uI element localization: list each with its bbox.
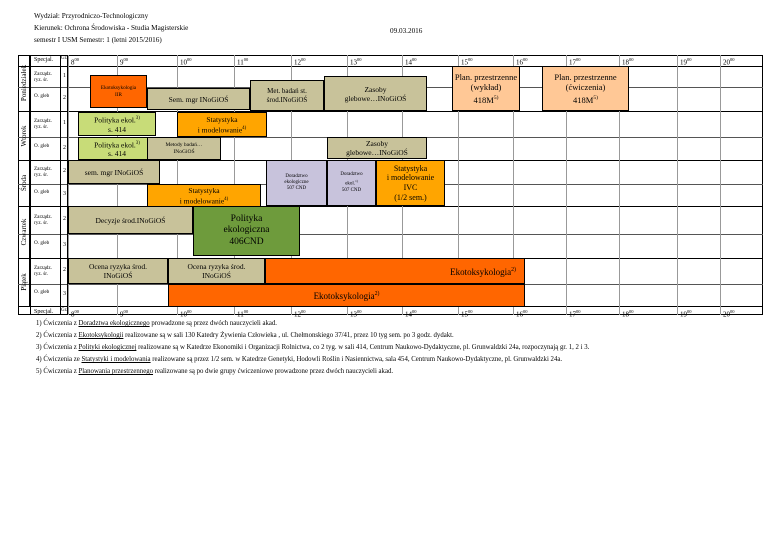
event-ekotoks-pt2[interactable] — [168, 284, 525, 307]
event-plan-cwiczenia[interactable] — [542, 66, 629, 111]
footnote-text: 4) Ćwiczenia ze — [36, 356, 82, 363]
event-text: Met. badań st. — [267, 87, 307, 96]
hour-tick: $17^{00}$ — [569, 309, 581, 319]
event-text: (1/2 sem.) — [394, 192, 427, 202]
event-text: Doradztwo — [285, 174, 308, 179]
event-statystyka-sr[interactable] — [147, 184, 261, 208]
hour-tick: $12^{00}$ — [294, 309, 306, 319]
event-text: Zasoby — [364, 84, 387, 94]
footnote — [36, 356, 562, 363]
event-text: Plan. przestrzenne — [554, 72, 617, 83]
event-ekotoksykologia-iir[interactable] — [90, 75, 147, 108]
event-polityka-w2[interactable] — [78, 137, 156, 160]
event-statystyka-w1[interactable] — [177, 112, 267, 137]
footnote-subject: Planowania przestrzennego — [78, 368, 154, 375]
event-text: s. 414 — [108, 149, 126, 159]
hour-tick: $9^{00}$ — [120, 309, 128, 319]
event-text: i modelowanie$^{4)}$ — [197, 125, 247, 135]
event-decyzje[interactable] — [68, 206, 193, 234]
footnote-text: realizowane są w sali 130 Katedry Żywienia Człowieka , ul. Chełmonskiego 37/41, przez 10 tyg sem. po 3 godz. dydakt. — [123, 332, 454, 339]
event-text: IVC — [403, 183, 418, 192]
event-text: Ekotoksykologia — [100, 85, 137, 92]
event-text: IIR — [115, 91, 122, 98]
hour-tick: $17^{00}$ — [569, 57, 581, 67]
row-specialization: Zarządz. ryz. śr. — [34, 166, 52, 178]
row-specialization: O. gleb — [34, 189, 50, 195]
footnote — [36, 320, 277, 327]
row-specialization: O. gleb — [34, 142, 50, 149]
day-label: Środa — [18, 160, 30, 206]
event-text: Polityka ekol.$^{3)}$ — [94, 140, 140, 150]
event-text: $418M^{5)}$ — [473, 94, 499, 105]
footnote-ref: 4) — [242, 125, 247, 131]
row-group: 2 — [63, 267, 66, 273]
event-text: Ekotoksykologia$^{2)}$ — [450, 266, 516, 277]
row-specialization: Zarządz. ryz. śr. — [34, 70, 52, 83]
event-text: Sem. mgr INoGiOŚ — [168, 94, 229, 104]
grid-header-line — [18, 66, 763, 67]
grid-col-line — [30, 55, 31, 315]
hour-tick: $12^{00}$ — [294, 57, 306, 67]
hour-tick: $16^{00}$ — [516, 309, 528, 319]
hour-tick: $14^{00}$ — [405, 309, 417, 319]
event-text: Ocena ryzyka środ. — [88, 262, 148, 271]
row-specialization: O. gleb — [34, 240, 50, 246]
footnote-ref: 3) — [135, 140, 140, 146]
row-group: 2 — [63, 95, 66, 101]
event-text: Ocena ryzyka środ. — [187, 262, 246, 271]
hour-tick: $15^{00}$ — [461, 309, 473, 319]
footnote — [36, 332, 454, 339]
row-group: 2 — [63, 168, 66, 174]
hour-tick: $16^{00}$ — [516, 57, 528, 67]
hour-tick: $18^{00}$ — [622, 309, 634, 319]
event-text: Zasoby — [365, 139, 389, 148]
day-label: Piątek — [18, 258, 30, 306]
footnote-ref: 2) — [374, 291, 380, 298]
event-text: Metody badań… — [165, 141, 203, 148]
event-text: (wykład) — [470, 82, 502, 93]
day-label: Czwartek — [18, 206, 30, 258]
hour-tick: $19^{00}$ — [680, 57, 692, 67]
row-group: 3 — [63, 291, 66, 297]
grid-col-line — [60, 55, 61, 315]
event-text: s. 414 — [108, 124, 126, 134]
grid-hour-line — [677, 55, 678, 315]
hour-tick: $18^{00}$ — [622, 57, 634, 67]
event-text: 406CND — [229, 236, 264, 247]
row-group: 3 — [63, 191, 66, 197]
footnote-subject: Doradztwa ekologicznego — [78, 320, 150, 327]
date-label: 09.03.2016 — [390, 27, 423, 35]
hour-tick: $13^{00}$ — [350, 57, 362, 67]
event-ocena-1[interactable] — [68, 258, 168, 284]
row-specialization: O. gleb — [34, 289, 50, 295]
group-column-header: Gr. — [61, 308, 68, 313]
hour-tick: $15^{00}$ — [461, 57, 473, 67]
row-group: 1 — [63, 120, 66, 126]
hour-tick: $10^{00}$ — [180, 57, 192, 67]
row-specialization: Zarządz. ryz. śr. — [34, 214, 52, 226]
footnote-text: 5) Ćwiczenia z — [36, 368, 79, 375]
footnote-ref: 5) — [593, 94, 598, 101]
day-label: Poniedziałek — [18, 55, 30, 111]
footnote-subject: Statystyki i modelowania — [81, 356, 151, 363]
hour-tick: $20^{00}$ — [723, 309, 735, 319]
hour-tick: $11^{00}$ — [237, 309, 249, 319]
footnote-ref: 5) — [493, 94, 499, 101]
event-text: Polityka ekol.$^{3)}$ — [94, 115, 140, 125]
event-text: glebowe…INoGiOŚ — [346, 148, 408, 157]
event-doradztwo-1[interactable] — [266, 160, 327, 206]
event-text: i modelowanie$^{4)}$ — [179, 196, 229, 206]
event-text: Statystyka — [393, 163, 428, 173]
event-zasoby-1[interactable] — [324, 76, 427, 111]
footnote-subject: Polityki ekologicznej — [78, 344, 137, 351]
event-doradztwo-2[interactable] — [327, 160, 376, 206]
hour-tick: $13^{00}$ — [350, 309, 362, 319]
row-specialization: O. gleb — [34, 93, 50, 99]
event-text: Decyzje środ.INoGiOŚ — [95, 215, 166, 225]
event-text: Plan. przestrzenne — [454, 72, 518, 83]
footnote-ref: 4) — [224, 197, 229, 203]
event-ocena-2[interactable] — [168, 258, 265, 284]
event-polityka-406[interactable] — [193, 206, 300, 256]
event-text: środ.INoGiOŚ — [266, 95, 308, 104]
event-polityka-w1[interactable] — [78, 112, 156, 136]
event-statystyka-ivc[interactable] — [376, 160, 445, 206]
event-text: ekologiczna — [223, 225, 270, 236]
event-metody-badan[interactable] — [147, 137, 221, 160]
footnote-text: 1) Ćwiczenia z — [36, 320, 79, 327]
footnote-text: 2) Ćwiczenia z — [36, 332, 79, 339]
spec-column-header: Specjal. — [34, 57, 54, 63]
footnote-text: realizowane są przez 1/2 sem. w Katedrze Genetyki, Hodowli Roślin i Nasiennictwa, sala 454, Centrum Naukowo-Dydaktyczne, pl. Grunwaldzki 24a. — [150, 356, 563, 363]
footnote — [36, 368, 393, 375]
event-text: glebowe…INoGiOŚ — [344, 93, 407, 103]
grid-hour-line — [720, 55, 721, 315]
footnote — [36, 344, 589, 351]
hour-tick: $8^{00}$ — [71, 57, 79, 67]
event-text: INoGiOŚ — [202, 271, 231, 280]
event-text: (ćwiczenia) — [565, 82, 606, 93]
event-text: i modelowanie — [386, 173, 435, 183]
hour-tick: $11^{00}$ — [237, 57, 249, 67]
event-text: Doradztwo — [340, 172, 363, 178]
event-met-badan[interactable] — [250, 80, 324, 111]
event-text: Statystyka — [188, 186, 220, 196]
row-group: 3 — [63, 242, 66, 248]
row-group: 2 — [63, 216, 66, 222]
day-label: Wtorek — [18, 111, 30, 160]
hour-tick: $20^{00}$ — [723, 57, 735, 67]
spec-column-header: Specjal. — [34, 309, 54, 315]
event-zasoby-2[interactable] — [327, 137, 427, 159]
hour-tick: $9^{00}$ — [120, 57, 128, 67]
field-label: Kierunek: Ochrona Środowiska - Studia Magisterskie — [34, 24, 189, 32]
semester-label: semestr I USM Semestr: 1 (letni 2015/2016) — [34, 36, 162, 44]
event-text: ekol.$^{1)}$ — [345, 179, 358, 187]
event-ekotoks-pt1[interactable] — [265, 258, 525, 284]
event-text: Polityka — [230, 213, 263, 224]
footnote-ref: 2) — [511, 266, 516, 273]
faculty-label: Wydział: Przyrodniczo-Technologiczny — [34, 12, 149, 20]
event-text: $418M^{5)}$ — [573, 94, 598, 105]
event-text: sem. mgr INoGiOŚ — [84, 167, 144, 177]
footnote-text: prowadzone są przez dwóch nauczycieli akad. — [149, 320, 278, 327]
hour-tick: $19^{00}$ — [680, 309, 692, 319]
event-text: Statystyka — [206, 114, 238, 124]
event-plan-wyklad[interactable] — [452, 66, 520, 111]
footnote-text: realizowane są w Katedrze Ekonomiki i Organizacji Rolnictwa, co 2 tyg. w sali 414, Centrum Naukowo-Dydaktyczne, pl. Grunwaldzki 24a, rozpoczynają gr. 1, 2 i 3. — [136, 344, 590, 351]
footnote-ref: 1) — [355, 179, 358, 184]
event-text: Ekotoksykologia$^{2)}$ — [313, 291, 380, 302]
hour-tick: $10^{00}$ — [180, 309, 192, 319]
hour-tick: $8^{00}$ — [71, 309, 79, 319]
row-group: 1 — [63, 72, 66, 79]
event-text: 507 CND — [286, 186, 307, 191]
event-text: 507 CND — [341, 187, 362, 193]
hour-tick: $14^{00}$ — [405, 57, 417, 67]
event-text: ekologiczne — [284, 180, 309, 185]
event-text: INoGiOŚ — [173, 148, 195, 155]
footnote-subject: Ekotoksykologii — [78, 332, 124, 339]
event-sem-mgr-1[interactable] — [147, 88, 250, 110]
footnote-text: 3) Ćwiczenia z — [36, 344, 79, 351]
row-specialization: Zarządz. ryz. śr. — [34, 118, 52, 130]
event-sem-mgr-2[interactable] — [68, 160, 160, 184]
footnote-ref: 3) — [135, 116, 140, 122]
row-specialization: Zarządz. ryz. śr. — [34, 265, 52, 277]
group-column-header: Gr. — [61, 56, 68, 61]
row-group: 2 — [63, 144, 66, 151]
grid-row-line — [18, 234, 763, 235]
event-text: INoGiOŚ — [103, 271, 133, 280]
footnote-text: realizowane są po dwie grupy ćwiczeniowe prowadzone przez dwóch nauczycieli akad. — [153, 368, 394, 375]
